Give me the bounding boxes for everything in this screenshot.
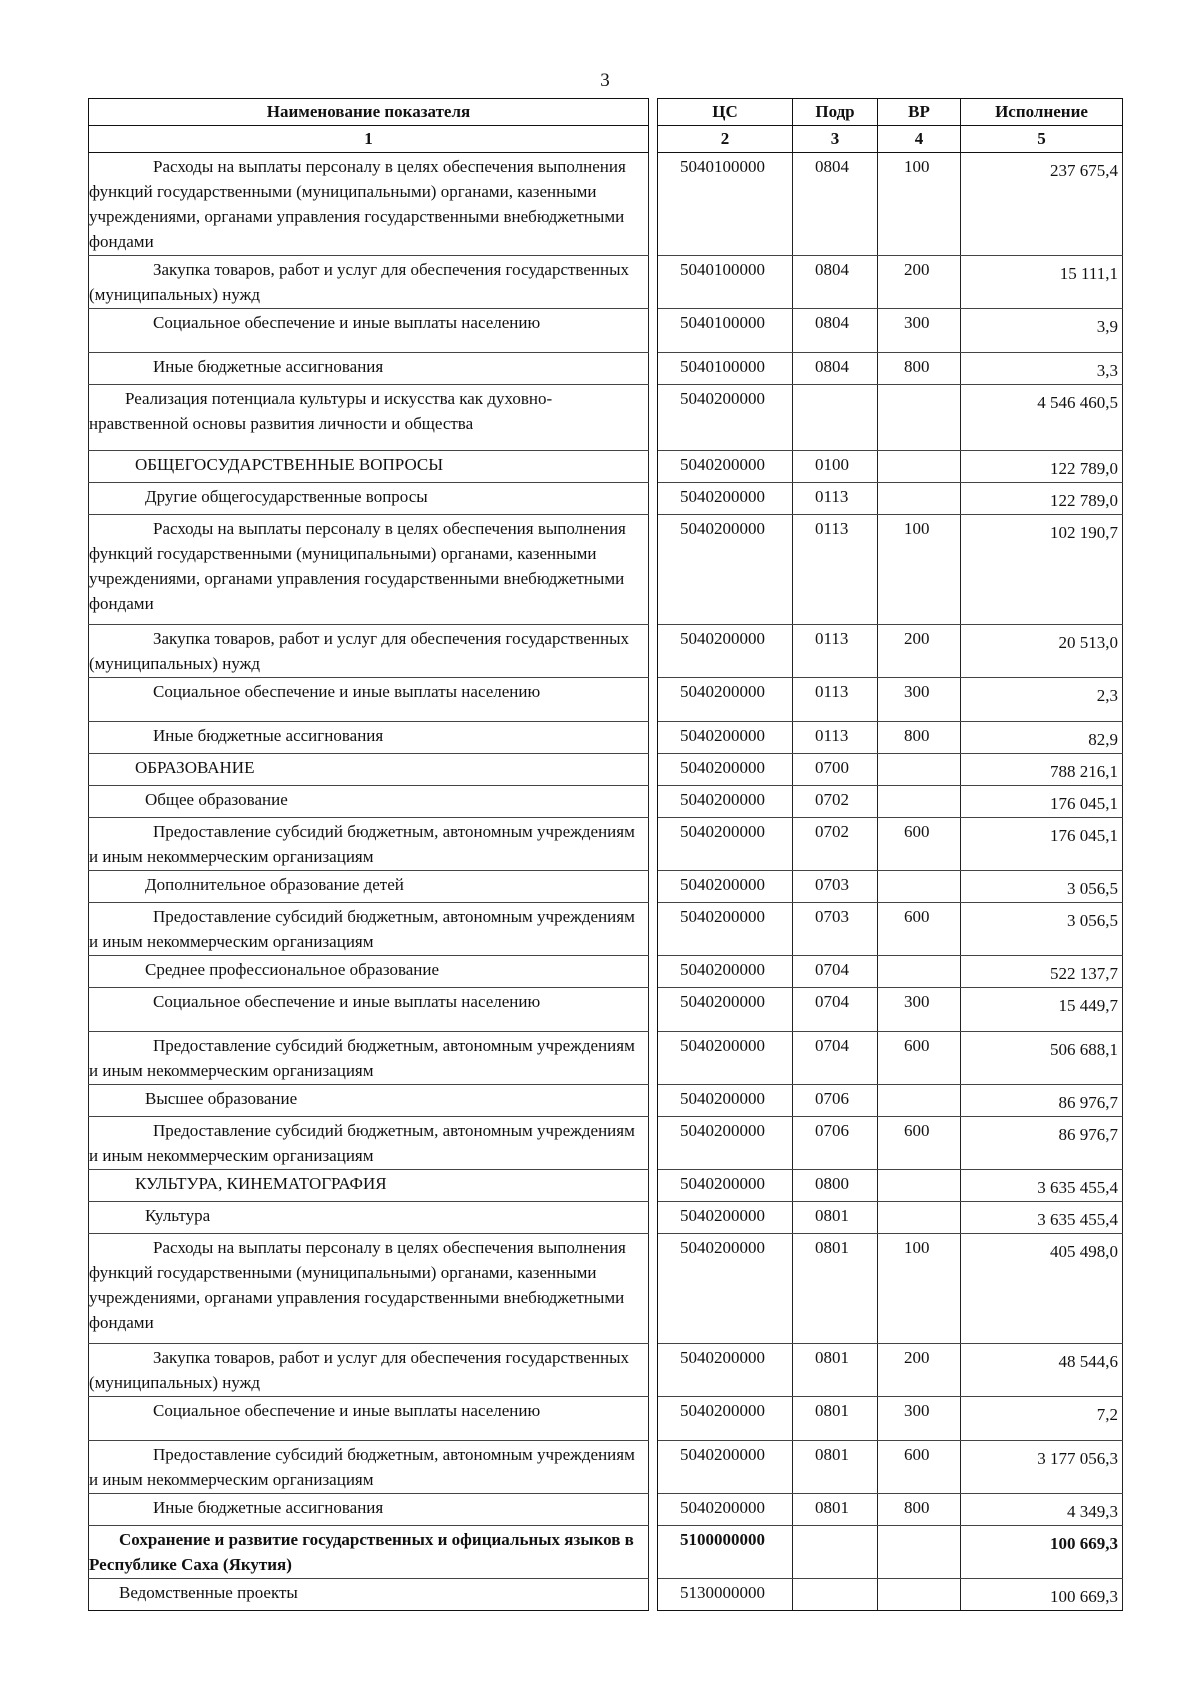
table-row	[89, 903, 1123, 956]
row-name: Предоставление субсидий бюджетным, автономным учреждениям и иным некоммерческим организациям	[89, 1032, 649, 1085]
row-name: Сохранение и развитие государственных и официальных языков в Республике Саха (Якутия)	[89, 1526, 649, 1579]
row-cs: 5040200000	[658, 1397, 793, 1441]
row-cs: 5040200000	[658, 515, 793, 625]
row-gap	[649, 256, 658, 309]
table-row	[89, 153, 1123, 256]
table-row	[89, 1441, 1123, 1494]
row-vr	[878, 1202, 961, 1234]
row-exec	[961, 754, 1123, 786]
row-exec	[961, 1441, 1123, 1494]
row-exec-value: 122 789,0	[1050, 459, 1118, 478]
row-name: Предоставление субсидий бюджетным, автономным учреждениям и иным некоммерческим организациям	[89, 1441, 649, 1494]
row-exec-value: 176 045,1	[1050, 794, 1118, 813]
table-row	[89, 483, 1123, 515]
row-podr: 0113	[793, 515, 878, 625]
budget-table	[88, 98, 1123, 1611]
row-cs: 5040200000	[658, 385, 793, 451]
table-row	[89, 309, 1123, 353]
row-exec-value: 3 056,5	[1067, 911, 1118, 930]
row-exec-value: 4 349,3	[1067, 1502, 1118, 1521]
row-exec-value: 3,9	[1096, 317, 1118, 336]
table-row	[89, 353, 1123, 385]
row-cs: 5040200000	[658, 818, 793, 871]
row-gap	[649, 1441, 658, 1494]
row-name: Расходы на выплаты персоналу в целях обеспечения выполнения функций государственными (муниципальными) органами, казенными учреждениями, органами управления государственными внебюджетными фондами	[89, 153, 649, 256]
row-exec-value: 20 513,0	[1058, 633, 1118, 652]
row-podr: 0703	[793, 871, 878, 903]
row-exec-value: 15 449,7	[1058, 996, 1118, 1015]
row-podr: 0801	[793, 1234, 878, 1344]
row-vr: 600	[878, 1032, 961, 1085]
row-podr: 0704	[793, 988, 878, 1032]
row-vr	[878, 871, 961, 903]
row-name: Общее образование	[89, 786, 649, 818]
row-exec-value: 176 045,1	[1050, 826, 1118, 845]
row-cs: 5040200000	[658, 451, 793, 483]
table-row	[89, 754, 1123, 786]
row-cs: 5040200000	[658, 1234, 793, 1344]
row-gap	[649, 988, 658, 1032]
row-exec	[961, 722, 1123, 754]
header-gap	[649, 99, 658, 126]
row-exec	[961, 385, 1123, 451]
row-exec	[961, 353, 1123, 385]
row-podr: 0704	[793, 1032, 878, 1085]
row-vr: 300	[878, 678, 961, 722]
row-vr: 100	[878, 1234, 961, 1344]
row-exec-value: 48 544,6	[1058, 1352, 1118, 1371]
row-exec	[961, 1085, 1123, 1117]
row-cs: 5040100000	[658, 256, 793, 309]
row-exec-value: 3 635 455,4	[1037, 1210, 1118, 1229]
row-podr: 0801	[793, 1202, 878, 1234]
table-row	[89, 678, 1123, 722]
row-podr: 0801	[793, 1494, 878, 1526]
table-row	[89, 1202, 1123, 1234]
table-row	[89, 1117, 1123, 1170]
row-exec-value: 237 675,4	[1050, 161, 1118, 180]
row-exec	[961, 818, 1123, 871]
row-cs: 5040100000	[658, 353, 793, 385]
row-gap	[649, 385, 658, 451]
header-gap	[649, 126, 658, 153]
row-gap	[649, 1579, 658, 1611]
row-cs: 5040200000	[658, 1344, 793, 1397]
row-exec	[961, 1234, 1123, 1344]
table-row	[89, 722, 1123, 754]
row-name: Закупка товаров, работ и услуг для обеспечения государственных (муниципальных) нужд	[89, 625, 649, 678]
row-vr: 200	[878, 256, 961, 309]
row-podr: 0702	[793, 818, 878, 871]
row-exec-value: 86 976,7	[1058, 1125, 1118, 1144]
row-exec	[961, 1032, 1123, 1085]
row-exec-value: 7,2	[1096, 1405, 1118, 1424]
row-vr: 300	[878, 309, 961, 353]
row-vr	[878, 451, 961, 483]
row-gap	[649, 309, 658, 353]
row-name: Высшее образование	[89, 1085, 649, 1117]
row-vr	[878, 1085, 961, 1117]
table-row	[89, 385, 1123, 451]
header-num-4: 4	[878, 126, 961, 153]
row-vr	[878, 956, 961, 988]
row-gap	[649, 871, 658, 903]
row-name: КУЛЬТУРА, КИНЕМАТОГРАФИЯ	[89, 1170, 649, 1202]
row-gap	[649, 1085, 658, 1117]
row-name: Иные бюджетные ассигнования	[89, 722, 649, 754]
header-exec: Исполнение	[961, 99, 1123, 126]
row-exec	[961, 515, 1123, 625]
row-exec	[961, 483, 1123, 515]
row-podr: 0113	[793, 483, 878, 515]
row-podr: 0100	[793, 451, 878, 483]
row-exec	[961, 786, 1123, 818]
row-vr: 600	[878, 1117, 961, 1170]
row-gap	[649, 153, 658, 256]
row-cs: 5040200000	[658, 786, 793, 818]
row-exec-value: 122 789,0	[1050, 491, 1118, 510]
row-name: Закупка товаров, работ и услуг для обеспечения государственных (муниципальных) нужд	[89, 1344, 649, 1397]
table-row	[89, 451, 1123, 483]
row-exec	[961, 1526, 1123, 1579]
row-gap	[649, 818, 658, 871]
row-name: Социальное обеспечение и иные выплаты населению	[89, 678, 649, 722]
row-exec-value: 3 056,5	[1067, 879, 1118, 898]
row-exec-value: 100 669,3	[1050, 1534, 1118, 1553]
table-row	[89, 1579, 1123, 1611]
row-cs: 5040200000	[658, 1032, 793, 1085]
table-row	[89, 1085, 1123, 1117]
row-podr: 0801	[793, 1344, 878, 1397]
row-vr	[878, 1579, 961, 1611]
header-name: Наименование показателя	[89, 99, 649, 126]
row-cs: 5040100000	[658, 309, 793, 353]
row-exec	[961, 1170, 1123, 1202]
table-row	[89, 871, 1123, 903]
row-cs: 5040200000	[658, 1085, 793, 1117]
table-row	[89, 1397, 1123, 1441]
row-name: Предоставление субсидий бюджетным, автономным учреждениям и иным некоммерческим организациям	[89, 1117, 649, 1170]
row-exec	[961, 871, 1123, 903]
row-vr	[878, 483, 961, 515]
row-exec-value: 3 177 056,3	[1037, 1449, 1118, 1468]
table-row	[89, 1526, 1123, 1579]
table-row	[89, 1170, 1123, 1202]
row-podr: 0113	[793, 722, 878, 754]
row-vr	[878, 385, 961, 451]
row-cs: 5040200000	[658, 1202, 793, 1234]
row-name: Другие общегосударственные вопросы	[89, 483, 649, 515]
header-num-2: 2	[658, 126, 793, 153]
row-podr: 0804	[793, 353, 878, 385]
row-gap	[649, 678, 658, 722]
row-gap	[649, 1234, 658, 1344]
row-podr: 0113	[793, 678, 878, 722]
row-cs: 5040200000	[658, 754, 793, 786]
row-gap	[649, 1202, 658, 1234]
row-cs: 5100000000	[658, 1526, 793, 1579]
row-vr	[878, 786, 961, 818]
row-exec	[961, 1494, 1123, 1526]
row-vr	[878, 754, 961, 786]
header-cs: ЦС	[658, 99, 793, 126]
header-num-3: 3	[793, 126, 878, 153]
row-podr: 0804	[793, 153, 878, 256]
row-vr: 100	[878, 515, 961, 625]
row-exec	[961, 309, 1123, 353]
row-vr: 300	[878, 1397, 961, 1441]
row-vr: 800	[878, 1494, 961, 1526]
row-podr	[793, 1579, 878, 1611]
row-podr: 0804	[793, 256, 878, 309]
table-body	[89, 153, 1123, 1611]
row-exec	[961, 625, 1123, 678]
table-row	[89, 625, 1123, 678]
row-podr: 0801	[793, 1397, 878, 1441]
row-exec	[961, 988, 1123, 1032]
table-row	[89, 988, 1123, 1032]
row-vr: 600	[878, 818, 961, 871]
row-cs: 5040200000	[658, 678, 793, 722]
row-name: ОБРАЗОВАНИЕ	[89, 754, 649, 786]
table-row	[89, 256, 1123, 309]
row-cs: 5040200000	[658, 722, 793, 754]
row-name: Расходы на выплаты персоналу в целях обеспечения выполнения функций государственными (муниципальными) органами, казенными учреждениями, органами управления государственными внебюджетными фондами	[89, 1234, 649, 1344]
row-exec	[961, 956, 1123, 988]
row-gap	[649, 1344, 658, 1397]
row-vr	[878, 1526, 961, 1579]
row-cs: 5040200000	[658, 1494, 793, 1526]
row-exec-value: 86 976,7	[1058, 1093, 1118, 1112]
row-podr: 0801	[793, 1441, 878, 1494]
row-exec-value: 506 688,1	[1050, 1040, 1118, 1059]
row-gap	[649, 786, 658, 818]
row-exec-value: 405 498,0	[1050, 1242, 1118, 1261]
row-name: Культура	[89, 1202, 649, 1234]
row-exec	[961, 451, 1123, 483]
row-exec-value: 788 216,1	[1050, 762, 1118, 781]
row-podr: 0706	[793, 1117, 878, 1170]
row-cs: 5040200000	[658, 903, 793, 956]
row-cs: 5040200000	[658, 871, 793, 903]
row-podr: 0706	[793, 1085, 878, 1117]
row-name: Предоставление субсидий бюджетным, автономным учреждениям и иным некоммерческим организациям	[89, 818, 649, 871]
row-exec-value: 4 546 460,5	[1037, 393, 1118, 412]
row-cs: 5040200000	[658, 1117, 793, 1170]
row-name: Иные бюджетные ассигнования	[89, 353, 649, 385]
row-name: ОБЩЕГОСУДАРСТВЕННЫЕ ВОПРОСЫ	[89, 451, 649, 483]
table-row	[89, 1494, 1123, 1526]
table-column-numbers-row	[89, 126, 1123, 153]
row-exec	[961, 1579, 1123, 1611]
table-row	[89, 956, 1123, 988]
row-vr: 600	[878, 1441, 961, 1494]
row-vr: 300	[878, 988, 961, 1032]
row-exec	[961, 903, 1123, 956]
row-exec	[961, 1344, 1123, 1397]
row-exec	[961, 1202, 1123, 1234]
row-vr	[878, 1170, 961, 1202]
row-cs: 5040200000	[658, 625, 793, 678]
row-podr: 0113	[793, 625, 878, 678]
row-exec-value: 82,9	[1088, 730, 1118, 749]
row-podr: 0704	[793, 956, 878, 988]
row-exec	[961, 1397, 1123, 1441]
table-row	[89, 1032, 1123, 1085]
row-gap	[649, 483, 658, 515]
row-vr: 100	[878, 153, 961, 256]
row-vr: 200	[878, 1344, 961, 1397]
row-podr: 0702	[793, 786, 878, 818]
row-gap	[649, 451, 658, 483]
row-cs: 5040200000	[658, 956, 793, 988]
row-name: Иные бюджетные ассигнования	[89, 1494, 649, 1526]
row-name: Реализация потенциала культуры и искусства как духовно-нравственной основы развития личности и общества	[89, 385, 649, 451]
row-exec	[961, 1117, 1123, 1170]
row-cs: 5040200000	[658, 1441, 793, 1494]
row-gap	[649, 1117, 658, 1170]
row-gap	[649, 1526, 658, 1579]
row-vr: 600	[878, 903, 961, 956]
row-vr: 800	[878, 353, 961, 385]
row-gap	[649, 956, 658, 988]
row-cs: 5040200000	[658, 1170, 793, 1202]
row-cs: 5130000000	[658, 1579, 793, 1611]
row-name: Дополнительное образование детей	[89, 871, 649, 903]
table-row	[89, 786, 1123, 818]
row-exec-value: 100 669,3	[1050, 1587, 1118, 1606]
row-gap	[649, 754, 658, 786]
header-vr: ВР	[878, 99, 961, 126]
row-name: Закупка товаров, работ и услуг для обеспечения государственных (муниципальных) нужд	[89, 256, 649, 309]
row-exec-value: 3,3	[1096, 361, 1118, 380]
row-name: Социальное обеспечение и иные выплаты населению	[89, 1397, 649, 1441]
row-cs: 5040100000	[658, 153, 793, 256]
header-podr: Подр	[793, 99, 878, 126]
row-name: Социальное обеспечение и иные выплаты населению	[89, 988, 649, 1032]
row-podr: 0703	[793, 903, 878, 956]
row-podr	[793, 1526, 878, 1579]
row-podr: 0800	[793, 1170, 878, 1202]
row-exec-value: 522 137,7	[1050, 964, 1118, 983]
row-podr: 0804	[793, 309, 878, 353]
row-gap	[649, 515, 658, 625]
row-podr	[793, 385, 878, 451]
row-gap	[649, 722, 658, 754]
row-gap	[649, 1170, 658, 1202]
row-exec-value: 2,3	[1096, 686, 1118, 705]
row-name: Предоставление субсидий бюджетным, автономным учреждениям и иным некоммерческим организациям	[89, 903, 649, 956]
row-exec	[961, 153, 1123, 256]
row-exec-value: 15 111,1	[1059, 264, 1118, 283]
row-podr: 0700	[793, 754, 878, 786]
row-name: Ведомственные проекты	[89, 1579, 649, 1611]
row-gap	[649, 625, 658, 678]
row-vr: 200	[878, 625, 961, 678]
table-row	[89, 1234, 1123, 1344]
table-row	[89, 1344, 1123, 1397]
row-vr: 800	[878, 722, 961, 754]
row-gap	[649, 1494, 658, 1526]
page-number: 3	[600, 70, 610, 91]
row-name: Расходы на выплаты персоналу в целях обеспечения выполнения функций государственными (муниципальными) органами, казенными учреждениями, органами управления государственными внебюджетными фондами	[89, 515, 649, 625]
row-exec-value: 3 635 455,4	[1037, 1178, 1118, 1197]
table-header-row	[89, 99, 1123, 126]
row-name: Социальное обеспечение и иные выплаты населению	[89, 309, 649, 353]
row-name: Среднее профессиональное образование	[89, 956, 649, 988]
row-gap	[649, 903, 658, 956]
row-exec	[961, 678, 1123, 722]
row-cs: 5040200000	[658, 988, 793, 1032]
table-row	[89, 515, 1123, 625]
row-cs: 5040200000	[658, 483, 793, 515]
header-num-1: 1	[89, 126, 649, 153]
row-gap	[649, 1032, 658, 1085]
table-row	[89, 818, 1123, 871]
row-gap	[649, 353, 658, 385]
row-exec-value: 102 190,7	[1050, 523, 1118, 542]
row-exec	[961, 256, 1123, 309]
header-num-5: 5	[961, 126, 1123, 153]
row-gap	[649, 1397, 658, 1441]
